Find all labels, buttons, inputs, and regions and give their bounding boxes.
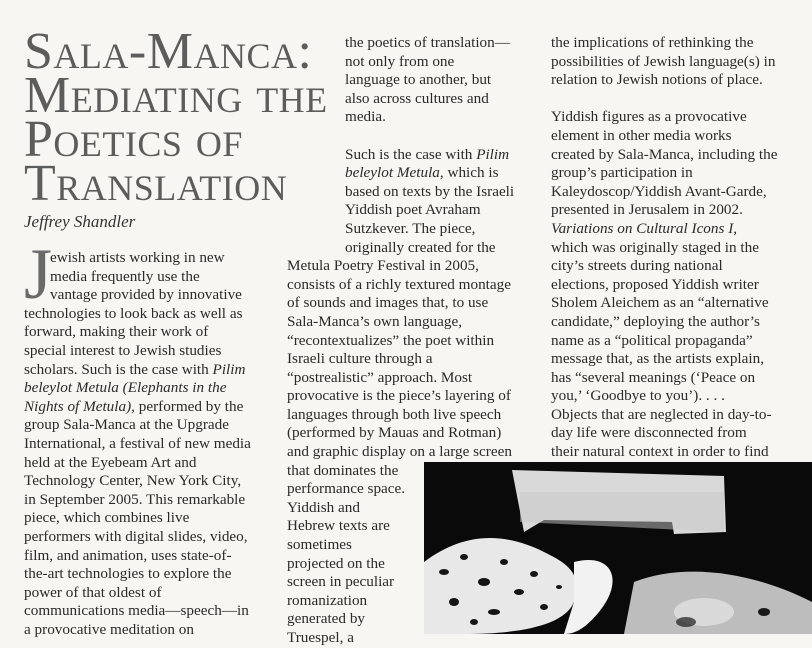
- text-line: has “several meanings (‘Peace on: [551, 368, 756, 386]
- text-line: city’s streets during national: [551, 257, 723, 275]
- spacer-line: [551, 90, 801, 109]
- text-line: candidate,” deploying the author’s: [551, 312, 760, 330]
- text-line: the poetics of translation—: [345, 34, 510, 51]
- title-line: Translation: [24, 155, 288, 212]
- text-line: the implications of rethinking the: [551, 34, 754, 51]
- text-line: Yiddish and: [287, 498, 360, 516]
- text-line: provocative is the piece’s layering of: [287, 387, 511, 405]
- text-run: Such is the case with: [345, 145, 477, 163]
- text-line: special interest to Jewish studies: [24, 341, 222, 359]
- text-line: Objects that are neglected in day-to-: [551, 405, 772, 423]
- title-line: Sala-Manca:: [24, 23, 313, 80]
- text-line: Kaleydoscop/Yiddish Avant-Garde,: [551, 182, 767, 200]
- text-line: also across cultures and: [345, 89, 489, 107]
- text-run: performed by the: [134, 397, 244, 415]
- text-line: which was originally staged in the: [551, 238, 759, 256]
- italic-run: beleylot Metula: [345, 164, 440, 182]
- text-line: projected on the: [287, 554, 385, 572]
- text-run: , which is: [439, 164, 499, 182]
- text-line: Sholem Aleichem as an “alternative: [551, 294, 769, 312]
- text-line: day life were disconnected from: [551, 424, 747, 442]
- text-line: based on texts by the Israeli: [345, 182, 515, 200]
- text-line: relation to Jewish notions of place.: [551, 71, 763, 89]
- text-line: their natural context in order to find: [551, 443, 769, 461]
- text-line: Sutzkever. The piece,: [345, 219, 476, 237]
- title-line: Mediating the: [24, 67, 328, 124]
- text-line: sometimes: [287, 536, 352, 554]
- text-line: originally created for the: [345, 238, 496, 256]
- text-line: screen in peculiar: [287, 573, 395, 591]
- text-line: forward, making their work of: [24, 323, 209, 341]
- text-line: [24, 398, 284, 417]
- text-line: piece, which combines live: [24, 509, 190, 527]
- text-line: name as a “political propaganda”: [551, 331, 753, 349]
- text-line: languages through both live speech: [287, 405, 502, 423]
- text-line: and graphic display on a large screen: [287, 443, 512, 461]
- text-line: Truespel, a: [287, 629, 354, 646]
- italic-run: Pilim: [212, 360, 246, 378]
- text-line: not only from one: [345, 52, 455, 70]
- text-line: held at the Eyebeam Art and: [24, 453, 197, 471]
- text-line: Sala-Manca’s own language,: [287, 312, 463, 330]
- text-line: vantage provided by innovative: [50, 286, 242, 304]
- drop-cap: J: [24, 234, 53, 314]
- text-line: the-art technologies to explore the: [24, 565, 232, 583]
- text-line: group’s participation in: [551, 164, 693, 182]
- text-line: language to another, but: [345, 71, 492, 89]
- text-line: generated by: [287, 610, 366, 628]
- photo-image: [424, 462, 812, 634]
- text-line: Israeli culture through a: [287, 350, 433, 368]
- text-line: of sounds and images that, to use: [287, 294, 489, 312]
- text-line: “postrealistic” approach. Most: [287, 368, 473, 386]
- text-line: ewish artists working in new: [50, 249, 225, 266]
- text-line: media.: [345, 108, 386, 126]
- text-line: possibilities of Jewish language(s) in: [551, 52, 776, 70]
- text-line: “recontextualizes” the poet within: [287, 331, 495, 349]
- text-line: communications media—speech—in: [24, 602, 249, 620]
- text-line: presented in Jerusalem in 2002.: [551, 201, 743, 219]
- text-line: power of that oldest of: [24, 583, 162, 601]
- text-line: [24, 361, 284, 380]
- text-line: [287, 146, 527, 165]
- performance-photo: [424, 462, 812, 634]
- text-line: technologies to look back as well as: [24, 304, 243, 322]
- text-line: Variations on Cultural Icons I,: [551, 219, 738, 237]
- text-line: (performed by Mauas and Rotman): [287, 424, 502, 442]
- title-line: Poetics of: [24, 111, 243, 168]
- text-line: created by Sala-Manca, including the: [551, 145, 778, 163]
- text-line: group Sala-Manca at the Upgrade: [24, 416, 229, 434]
- text-line: message that, as the artists explain,: [551, 350, 764, 368]
- text-line: you,’ ‘Goodbye to you’). . . .: [551, 387, 725, 405]
- author-byline: Jeffrey Shandler: [24, 212, 136, 231]
- italic-run: Nights of Metula),: [24, 397, 135, 415]
- text-line: Technology Center, New York City,: [24, 472, 242, 490]
- text-line: elections, proposed Yiddish writer: [551, 275, 759, 293]
- text-line: [287, 164, 527, 183]
- text-line: consists of a richly textured montage: [287, 275, 511, 293]
- text-line: Metula Poetry Festival in 2005,: [287, 257, 479, 275]
- text-line: International, a festival of new media: [24, 434, 251, 452]
- text-line: Yiddish poet Avraham: [345, 201, 481, 219]
- italic-run: Pilim: [476, 145, 510, 163]
- column-3: [551, 34, 801, 462]
- text-line: Yiddish figures as a provocative: [551, 108, 747, 126]
- text-line: a provocative meditation on: [24, 620, 194, 638]
- text-line: media frequently use the: [50, 267, 200, 285]
- text-line: beleylot Metula (Elephants in the: [24, 379, 227, 397]
- text-line: performance space.: [287, 480, 406, 498]
- text-run: scholars. Such is the case with: [24, 360, 213, 378]
- text-line: film, and animation, uses state-of-: [24, 546, 232, 564]
- text-line: in September 2005. This remarkable: [24, 490, 246, 508]
- text-line: romanization: [287, 591, 368, 609]
- column-1: [24, 249, 284, 639]
- text-line: Hebrew texts are: [287, 517, 390, 535]
- text-line: that dominates the: [287, 461, 399, 479]
- text-line: performers with digital slides, video,: [24, 527, 248, 545]
- text-line: element in other media works: [551, 126, 732, 144]
- spacer-line: [287, 127, 527, 146]
